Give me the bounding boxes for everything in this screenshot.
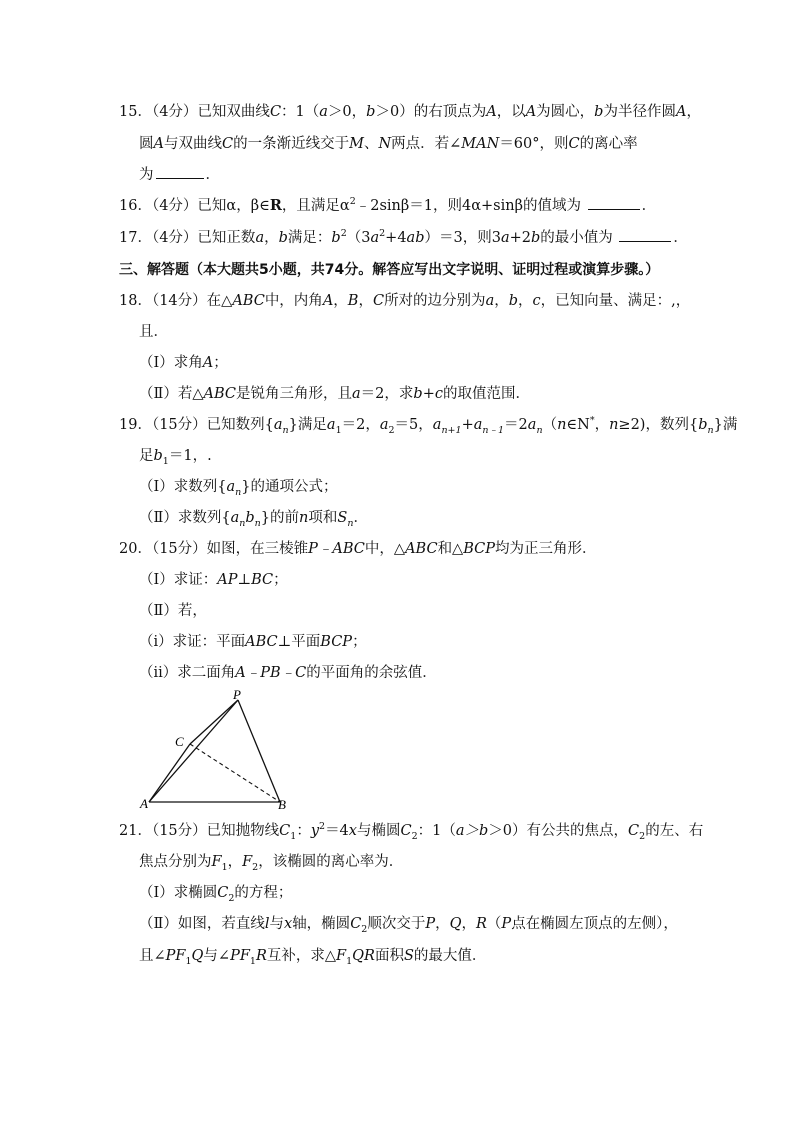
q21-line1: 21．（15分）已知抛物线$C_1$：$y^2=4x$与椭圆$C_2$：1（a＞b＞0）有公共的焦点，$C_2$的左、右 <box>119 821 704 842</box>
label-A: A <box>140 796 148 811</box>
edge-CP <box>190 700 238 744</box>
label-P: P <box>233 688 241 702</box>
q20-part2-ii: （ⅱ）求二面角A﹣PB﹣C的平面角的余弦值． <box>139 665 437 681</box>
q17-line: 17．（4分）已知正数a，b满足：$b^2(3a^2+4ab)=3$，则3a+2b的最小值为 ． <box>119 228 688 246</box>
q18-part2: （Ⅱ）若△ABC是锐角三角形，且a＝2，求b+c的取值范围． <box>139 386 530 402</box>
q19-part1: （Ⅰ）求数列$\{a_n\}$的通项公式； <box>139 479 338 498</box>
q18-line1: 18．（14分）在△ABC中，内角A，B，C所对的边分别为a，b，c，已知向量、满足：,， <box>119 293 691 309</box>
q19-line1: 19．（15分）已知数列$\{a_n\}$满足$a_1=2$，$a_2=5$，$a_{n+1}+a_{n﹣1}=2a_n(n\in N^*$，n≥2)，数列$\{b_n\}$满 <box>119 415 738 436</box>
q15-line1: 15．（4分）已知双曲线C：1（a＞0，b＞0）的右顶点为A，以A为圆心，b为半径作圆A， <box>119 104 701 120</box>
q21-part2: （Ⅱ）如图，若直线l与x轴，椭圆$C_2$顺次交于P，Q，R（P点在椭圆左顶点的左侧）， <box>139 916 678 935</box>
answer-blank <box>156 166 204 179</box>
tetrahedron-figure <box>138 688 298 813</box>
q18-line2: 且． <box>139 324 168 340</box>
answer-blank <box>588 197 640 210</box>
q20-part2-i: （ⅰ）求证：平面ABC⊥平面BCP； <box>139 634 367 650</box>
q20-part2: （Ⅱ）若， <box>139 603 207 619</box>
q21-part1: （Ⅰ）求椭圆$C_2$的方程； <box>139 885 293 904</box>
edge-AP <box>149 700 238 802</box>
edge-CB <box>190 744 280 802</box>
q21-line2: 焦点分别为$F_1$，$F_2$，该椭圆的离心率为． <box>139 854 404 873</box>
section-heading: 三、解答题（本大题共5小题，共74分。解答应写出文字说明、证明过程或演算步骤。） <box>119 262 660 278</box>
q16-line: 16．（4分）已知α，β∈R，且满足$\alpha^2﹣2\sin\beta=1$，则4α+sinβ的值域为 ． <box>119 196 657 214</box>
q15-line3: 为 ． <box>139 167 220 183</box>
q21-part2-cont: 且$\angle PF_1Q$与$\angle PF_1R$互补，求$\triangle F_1QR$面积S的最大值． <box>139 948 487 967</box>
label-C: C <box>175 734 184 749</box>
label-B: B <box>278 797 286 812</box>
q19-line2: 足$b_1=1$，. <box>139 448 212 467</box>
answer-blank <box>619 229 671 242</box>
q18-part1: （Ⅰ）求角A； <box>139 355 228 371</box>
q20-part1: （Ⅰ）求证：AP⊥BC； <box>139 572 288 588</box>
q15-line2: 圆A与双曲线C的一条渐近线交于M、N两点．若∠MAN＝60°，则C的离心率 <box>139 136 638 152</box>
edge-AC <box>149 744 190 802</box>
q20-line1: 20．（15分）如图，在三棱锥P﹣ABC中，△ABC和△BCP均为正三角形． <box>119 541 597 557</box>
edge-PB <box>238 700 280 802</box>
q19-part2: （Ⅱ）求数列$\{a_nb_n\}$的前n项和$S_n$． <box>139 510 368 529</box>
